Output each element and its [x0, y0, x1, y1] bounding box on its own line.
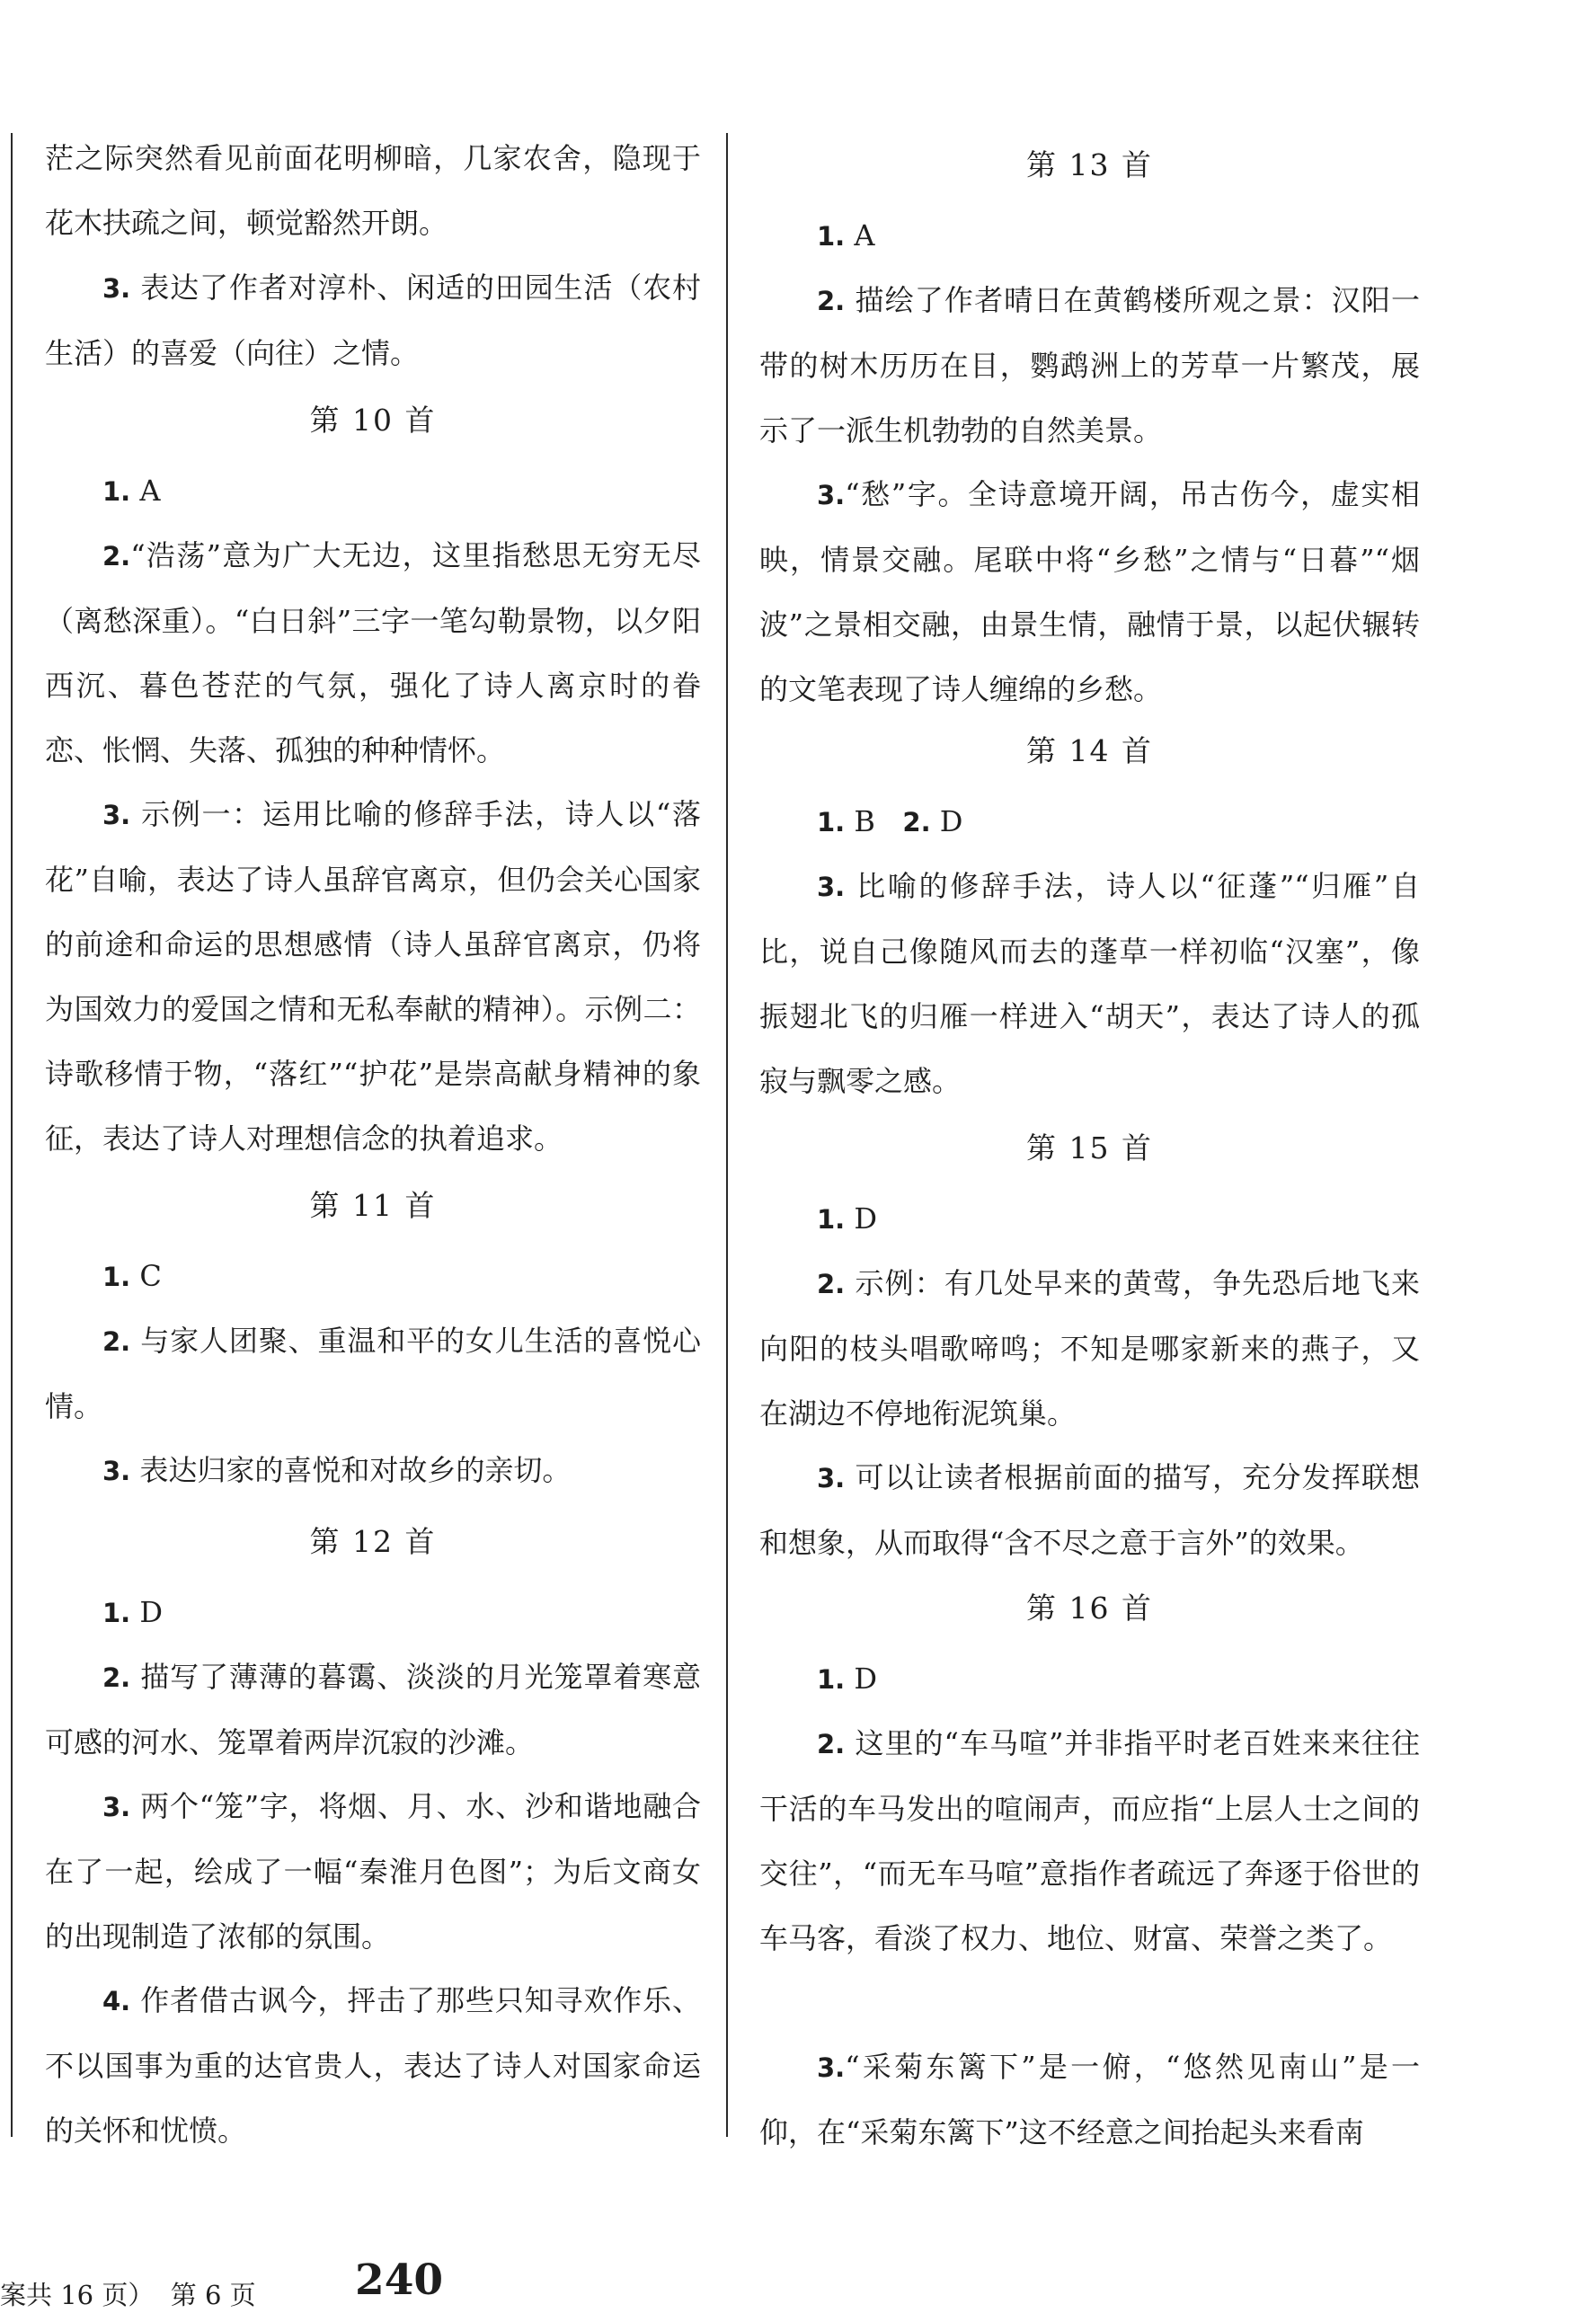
- answer-15-1: 1. D: [817, 1201, 878, 1236]
- answer-14-1-2: 1. B 2. D: [817, 804, 963, 838]
- answer-16-3: 3.“采菊东篱下”是一俯，“悠然见南山”是一仰，在“采菊东篱下”这不经意之间抬起头来看南: [759, 2050, 1420, 2149]
- answer-12-3: 3. 两个“笼”字，将烟、月、水、沙和谐地融合在了一起，绘成了一幅“秦淮月色图”；为后文商女的出现制造了浓郁的氛围。: [45, 1789, 701, 1954]
- footer-page-info: 案共 16 页） 第 6 页: [0, 2280, 256, 2310]
- answer-12-4: 4. 作者借古讽今，抨击了那些只知寻欢作乐、不以国事为重的达官贵人，表达了诗人对国家命运的关怀和忧愤。: [45, 1983, 701, 2148]
- answer-13-1: 1. A: [817, 218, 875, 253]
- answer-10-3: 3. 示例一：运用比喻的修辞手法，诗人以“落花”自喻，表达了诗人虽辞官离京，但仍会关心国家的前途和命运的思想感情（诗人虽辞官离京，仍将为国效力的爱国之情和无私奉献的精神）。示例二：诗歌移情于物，“落红”“护花”是崇高献身精神的象征，表达了诗人对理想信念的执着追求。: [45, 797, 701, 1156]
- answer-13-3: 3.“愁”字。全诗意境开阔，吊古伤今，虚实相映，情景交融。尾联中将“乡愁”之情与“日暮”“烟波”之景相交融，由景生情，融情于景，以起伏辗转的文笔表现了诗人缠绵的乡愁。: [759, 477, 1420, 706]
- answer-15-3: 3. 可以让读者根据前面的描写，充分发挥联想和想象，从而取得“含不尽之意于言外”的效果。: [759, 1460, 1420, 1560]
- answer-16-1: 1. D: [817, 1662, 878, 1696]
- page-number: 240: [355, 2255, 444, 2305]
- heading-poem-15: 第 15 首: [1026, 1130, 1153, 1165]
- column-divider: [726, 133, 728, 2137]
- answer-13-2: 2. 描绘了作者晴日在黄鹤楼所观之景：汉阳一带的树木历历在目，鹦鹉洲上的芳草一片繁茂，展示了一派生机勃勃的自然美景。: [759, 283, 1420, 448]
- heading-poem-13: 第 13 首: [1026, 147, 1153, 182]
- answer-9-3: 3. 表达了作者对淳朴、闲适的田园生活（农村生活）的喜爱（向往）之情。: [45, 270, 701, 370]
- heading-poem-14: 第 14 首: [1026, 733, 1153, 768]
- answer-11-2: 2. 与家人团聚、重温和平的女儿生活的喜悦心情。: [45, 1324, 701, 1423]
- answer-16-2: 2. 这里的“车马喧”并非指平时老百姓来来往往干活的车马发出的喧闹声，而应指“上层人士之间的交往”，“而无车马喧”意指作者疏远了奔逐于俗世的车马客，看淡了权力、地位、财富、荣誉之类了。: [759, 1726, 1420, 1955]
- answer-12-1: 1. D: [102, 1595, 164, 1629]
- heading-poem-10: 第 10 首: [309, 403, 437, 438]
- answer-14-3: 3. 比喻的修辞手法，诗人以“征蓬”“归雁”自比，说自己像随风而去的蓬草一样初临“汉塞”，像振翅北飞的归雁一样进入“胡天”，表达了诗人的孤寂与飘零之感。: [759, 869, 1420, 1098]
- answer-10-1: 1. A: [102, 474, 161, 508]
- heading-poem-16: 第 16 首: [1026, 1591, 1153, 1626]
- left-margin-rule: [11, 133, 13, 2137]
- answer-15-2: 2. 示例：有几处早来的黄莺，争先恐后地飞来向阳的枝头唱歌啼鸣；不知是哪家新来的燕子，又在湖边不停地衔泥筑巢。: [759, 1266, 1420, 1431]
- answer-11-3: 3. 表达归家的喜悦和对故乡的亲切。: [102, 1453, 572, 1487]
- answer-10-2: 2.“浩荡”意为广大无边，这里指愁思无穷无尽（离愁深重）。“白日斜”三字一笔勾勒景物，以夕阳西沉、暮色苍茫的气氛，强化了诗人离京时的眷恋、怅惘、失落、孤独的种种情怀。: [45, 538, 701, 767]
- answer-11-1: 1. C: [102, 1259, 162, 1293]
- heading-poem-12: 第 12 首: [309, 1524, 437, 1559]
- answer-12-2: 2. 描写了薄薄的暮霭、淡淡的月光笼罩着寒意可感的河水、笼罩着两岸沉寂的沙滩。: [45, 1660, 701, 1759]
- paragraph-continued: 茫之际突然看见前面花明柳暗，几家农舍，隐现于花木扶疏之间，顿觉豁然开朗。: [45, 141, 701, 240]
- heading-poem-11: 第 11 首: [309, 1188, 437, 1223]
